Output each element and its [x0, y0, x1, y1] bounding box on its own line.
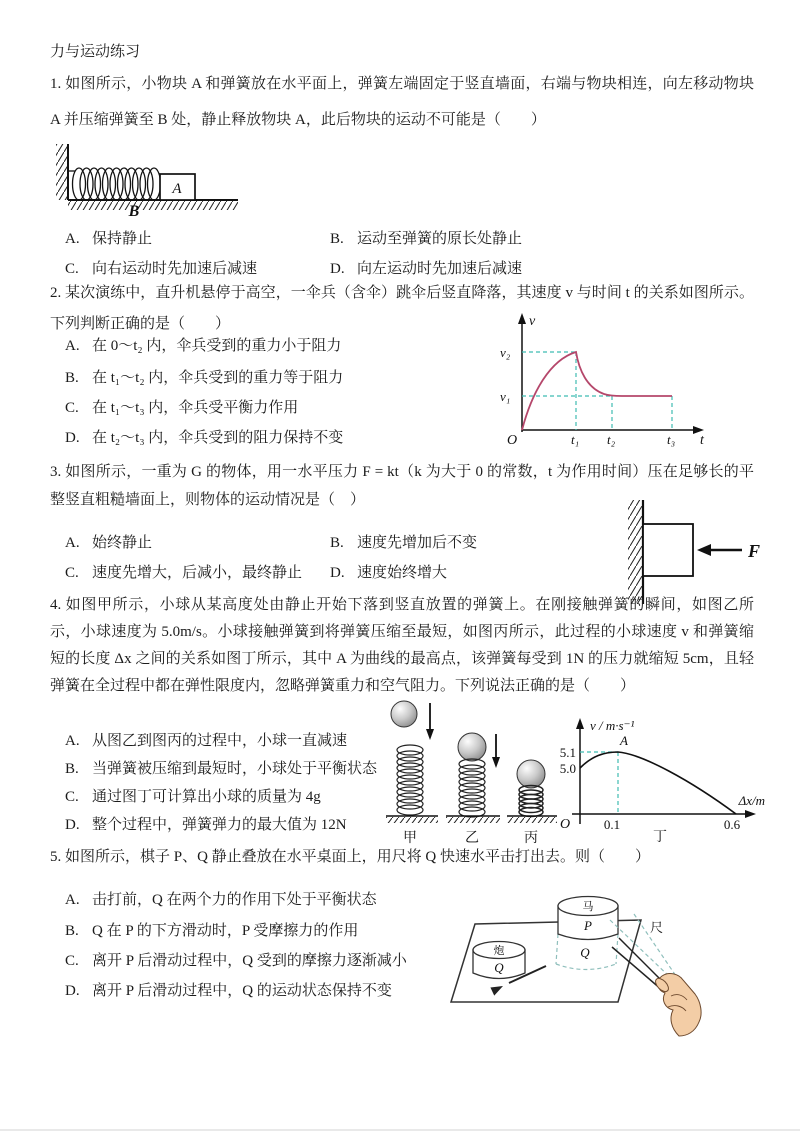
x-axis-arrow: [745, 810, 756, 818]
q5-stem: 5. 如图所示，棋子 P、Q 静止叠放在水平桌面上，用尺将 Q 快速水平击打出去。则（ ）: [50, 849, 651, 865]
piece-pao-label: 炮: [493, 945, 505, 957]
q2-option-d: [65, 426, 343, 447]
option-key: C.: [65, 953, 79, 969]
fall-arrow-head: [492, 757, 500, 768]
wall-hatch: [628, 500, 643, 604]
option-text: 速度先增大，后减小，最终静止: [92, 565, 303, 581]
q3-option-c: [65, 561, 302, 582]
q1-option-d: [330, 257, 522, 278]
option-text: 在 0～t₂ 内，伞兵受到的重力小于阻力: [92, 338, 342, 354]
q5-chess-figure: [443, 876, 768, 1044]
q4-option-c: [65, 785, 321, 806]
option-text: 速度先增加后不变: [357, 535, 478, 551]
option-key: A.: [65, 338, 80, 354]
fall-arrow-head: [426, 729, 434, 740]
ruler-label: 尺: [650, 920, 664, 935]
piece-p-label: P: [584, 918, 592, 933]
q1-option-c: [65, 257, 257, 278]
q4-stem: 4. 如图甲所示，小球从某高度处由静止开始下落到竖直放置的弹簧上。在刚接触弹簧的瞬间，如图乙所示，小球速度为 5.0m/s。小球接触弹簧到将弹簧压缩至最短，如图丙所示，此过程的小球速度 v 和弹簧缩短的长度 Δx 之间的关系如图丁所示，其中 A 为曲线的最高点，该弹簧每受到 1N 的压力就缩短 5cm，且轻弹簧在全过程中都在弹性限度内，忽略弹簧重力和空气阻力。下列说法正确的是（ ）: [50, 597, 754, 694]
piece-ma-label: 马: [582, 901, 594, 913]
ball: [458, 733, 486, 761]
option-text: 始终静止: [92, 535, 153, 551]
t3-tick: t₃: [667, 432, 676, 447]
option-text: 当弹簧被压缩到最短时，小球处于平衡状态: [92, 761, 378, 777]
option-key: D.: [65, 817, 80, 833]
q4-v-dx-graph: [540, 712, 768, 844]
origin-label: O: [507, 433, 518, 448]
ground-hatch: [68, 201, 238, 210]
q5-option-b: [65, 919, 358, 940]
option-text: 向右运动时先加速后减速: [92, 261, 258, 277]
q2-velocity-time-graph: [488, 306, 720, 448]
option-key: A.: [65, 733, 80, 749]
ball: [391, 701, 417, 727]
spring-coil: [397, 745, 423, 815]
tick-0-6: 0.6: [723, 817, 741, 832]
option-text: 从图乙到图丙的过程中，小球一直减速: [92, 733, 348, 749]
option-text: Q 在 P 的下方滑动时，P 受摩擦力的作用: [92, 923, 359, 939]
q2-stem: 2. 某次演练中，直升机悬停于高空，一伞兵（含伞）跳伞后竖直降落，其速度 v 与时间 t 的关系如图所示。下列判断正确的是（ ）: [50, 285, 754, 332]
option-text: 通过图丁可计算出小球的质量为 4g: [92, 789, 321, 805]
caption-ding: 丁: [653, 830, 667, 844]
option-key: B.: [330, 535, 344, 551]
option-key: A.: [65, 535, 80, 551]
option-text: 运动至弹簧的原长处静止: [357, 231, 523, 247]
velocity-curve: [522, 352, 672, 430]
option-key: C.: [65, 261, 79, 277]
label-yi: 乙: [465, 831, 479, 846]
option-text: 保持静止: [92, 231, 153, 247]
option-key: A.: [65, 231, 80, 247]
option-key: C.: [65, 400, 79, 416]
option-key: A.: [65, 892, 80, 908]
t1-tick: t₁: [571, 432, 580, 447]
y-axis-arrow: [518, 313, 526, 324]
q5-option-c: [65, 949, 407, 970]
q1-option-b: [330, 227, 522, 248]
option-key: D.: [65, 430, 80, 446]
q1-stem: 1. 如图所示，小物块 A 和弹簧放在水平面上，弹簧左端固定于竖直墙面，右端与物块相连，向左移动物块 A 并压缩弹簧至 B 处，静止释放物块 A，此后物块的运动不可能是（ ）: [50, 76, 754, 128]
force-label: F: [748, 541, 761, 561]
q5-option-d: [65, 979, 392, 1000]
option-key: C.: [65, 565, 79, 581]
x-axis-label: t: [700, 433, 704, 448]
peak-a-label: A: [620, 733, 628, 748]
v1-tick: v₁: [500, 389, 511, 404]
q3-stem: 3. 如图所示，一重为 G 的物体，用一水平压力 F = kt（k 为大于 0 的常数，t 为作用时间）压在足够长的平整竖直粗糙墙面上，则物体的运动情况是（ ）: [50, 464, 754, 508]
q2-option-c: [65, 396, 298, 417]
v2-tick: v₂: [500, 345, 511, 360]
force-arrow-head: [697, 544, 711, 556]
piece-q-label: Q: [494, 960, 504, 975]
option-key: B.: [330, 231, 344, 247]
tick-0-1: 0.1: [603, 817, 621, 832]
option-text: 离开 P 后滑动过程中，Q 的运动状态保持不变: [92, 983, 392, 999]
wall-hatch: [56, 144, 68, 200]
option-key: D.: [330, 565, 345, 581]
spring-coil: [459, 759, 485, 817]
option-key: D.: [65, 983, 80, 999]
option-key: D.: [330, 261, 345, 277]
option-key: B.: [65, 923, 79, 939]
q4-option-a: [65, 729, 347, 750]
origin-label: O: [560, 817, 571, 832]
option-text: 在 t₁～t₃ 内，伞兵受平衡力作用: [92, 400, 299, 416]
ghost-q-label: Q: [580, 945, 590, 960]
option-text: 整个过程中，弹簧弹力的最大值为 12N: [92, 817, 347, 833]
label-jia: 甲: [403, 831, 417, 846]
tick-5-1: 5.1: [559, 745, 576, 760]
q1-option-a: [65, 227, 152, 248]
q1-spring-figure: [52, 142, 242, 218]
position-b-label: B: [128, 203, 140, 218]
tick-5-0: 5.0: [559, 761, 576, 776]
q4-option-b: [65, 757, 377, 778]
ground-hatch: [386, 817, 438, 823]
label-bing: 丙: [524, 831, 538, 846]
option-text: 向左运动时先加速后减速: [357, 261, 523, 277]
option-text: 在 t₂～t₃ 内，伞兵受到的阻力保持不变: [92, 430, 344, 446]
x-axis-label: Δx/m: [738, 793, 765, 808]
y-axis-arrow: [576, 718, 584, 729]
hand: [653, 973, 701, 1036]
option-key: B.: [65, 761, 79, 777]
velocity-compression-curve: [580, 752, 736, 814]
option-text: 离开 P 后滑动过程中，Q 受到的摩擦力逐渐减小: [92, 953, 407, 969]
ground-hatch: [446, 817, 500, 823]
y-axis-label: v: [529, 314, 536, 329]
spring-coil: [73, 168, 161, 200]
q2-option-b: [65, 366, 343, 387]
option-text: 速度始终增大: [357, 565, 448, 581]
y-axis-label: v / m·s⁻¹: [590, 718, 635, 733]
page-title: 力与运动练习: [50, 44, 141, 60]
t2-tick: t₂: [607, 432, 616, 447]
block: [643, 524, 693, 576]
option-key: C.: [65, 789, 79, 805]
q5-option-a: [65, 888, 377, 909]
q4-springs-figure: [380, 698, 565, 848]
option-text: 击打前，Q 在两个力的作用下处于平衡状态: [92, 892, 377, 908]
block-a-label: A: [172, 181, 182, 197]
option-key: B.: [65, 370, 79, 386]
q4-option-d: [65, 813, 347, 834]
q3-option-a: [65, 531, 152, 552]
q3-option-b: [330, 531, 477, 552]
option-text: 在 t₁～t₂ 内，伞兵受到的重力等于阻力: [92, 370, 344, 386]
dashed-guides: [580, 752, 618, 814]
q3-option-d: [330, 561, 447, 582]
q2-option-a: [65, 334, 341, 355]
